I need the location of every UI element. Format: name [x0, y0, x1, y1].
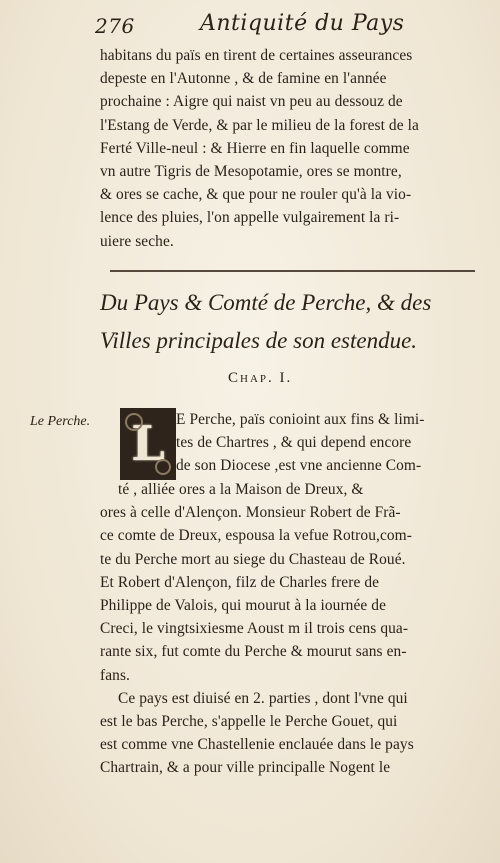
- text-line: habitans du païs en tirent de certaines asseurances: [100, 47, 413, 64]
- text-line: prochaine : Aigre qui naist vn peu au dessouz de: [100, 93, 403, 111]
- margin-note: Le Perche.: [30, 414, 91, 429]
- text-line: tes de Chartres , & qui depend encore: [176, 434, 412, 452]
- text-line: Et Robert d'Alençon, filz de Charles frere de: [100, 573, 380, 591]
- text-line: Creci, le vingtsixiesme Aoust m il trois cens qua-: [100, 620, 409, 638]
- chapter-label: Chap. I.: [228, 370, 293, 386]
- text-line: l'Estang de Verde, & par le milieu de la forest de la: [100, 116, 419, 134]
- text-line: est le bas Perche, s'appelle le Perche Gouet, qui: [100, 712, 398, 730]
- ornament-flourish: [155, 459, 171, 475]
- text-line: est comme vne Chastellenie enclauée dans le pays: [100, 736, 414, 754]
- text-line: te du Perche mort au siege du Chasteau de Roué.: [100, 550, 406, 568]
- text-line: vn autre Tigris de Mesopotamie, ores se montre,: [100, 162, 402, 180]
- text-line: Philippe de Valois, qui mourut à la iournée de: [100, 596, 386, 614]
- text-line: & ores se cache, & que pour ne rouler qu'à la vio-: [100, 186, 412, 204]
- chapter-title: [100, 284, 492, 360]
- text-line: E Perche, païs conioint aux fins & limi-: [176, 411, 425, 428]
- drop-cap-initial: [120, 408, 176, 480]
- first-paragraph-opening: [176, 408, 492, 478]
- section-divider: [110, 270, 475, 272]
- text-line: uiere seche.: [100, 232, 174, 250]
- text-line: Ce pays est diuisé en 2. parties , dont l'vne qui: [118, 689, 408, 707]
- ornament-flourish: [125, 413, 143, 431]
- chapter-title-line: Villes principales de son estendue.: [100, 328, 418, 353]
- text-line: ores à celle d'Alençon. Monsieur Robert de Frã-: [100, 504, 401, 522]
- text-line: ce comte de Dreux, espousa la vefue Rotrou,com-: [100, 527, 412, 545]
- drop-cap-letter: L: [131, 416, 165, 472]
- chapter-title-line: Du Pays & Comté de Perche, & des: [100, 290, 432, 315]
- text-line: depeste en l'Autonne , & de famine en l'année: [100, 70, 387, 88]
- top-paragraph: [100, 44, 492, 253]
- text-line: lence des pluies, l'on appelle vulgairement la ri-: [100, 209, 400, 227]
- text-line: Ferté Ville-neul : & Hierre en fin laquelle comme: [100, 139, 410, 157]
- page-number: 276: [95, 14, 135, 38]
- body-text: [100, 478, 492, 779]
- text-line: té , alliée ores a la Maison de Dreux, &: [118, 481, 364, 498]
- text-line: fans.: [100, 666, 130, 684]
- text-line: Chartrain, & a pour ville principalle Nogent le: [100, 759, 391, 777]
- text-line: de son Diocese ,est vne ancienne Com-: [176, 457, 422, 475]
- running-title: Antiquité du Pays: [200, 11, 405, 36]
- text-line: rante six, fut comte du Perche & mourut sans en-: [100, 643, 407, 661]
